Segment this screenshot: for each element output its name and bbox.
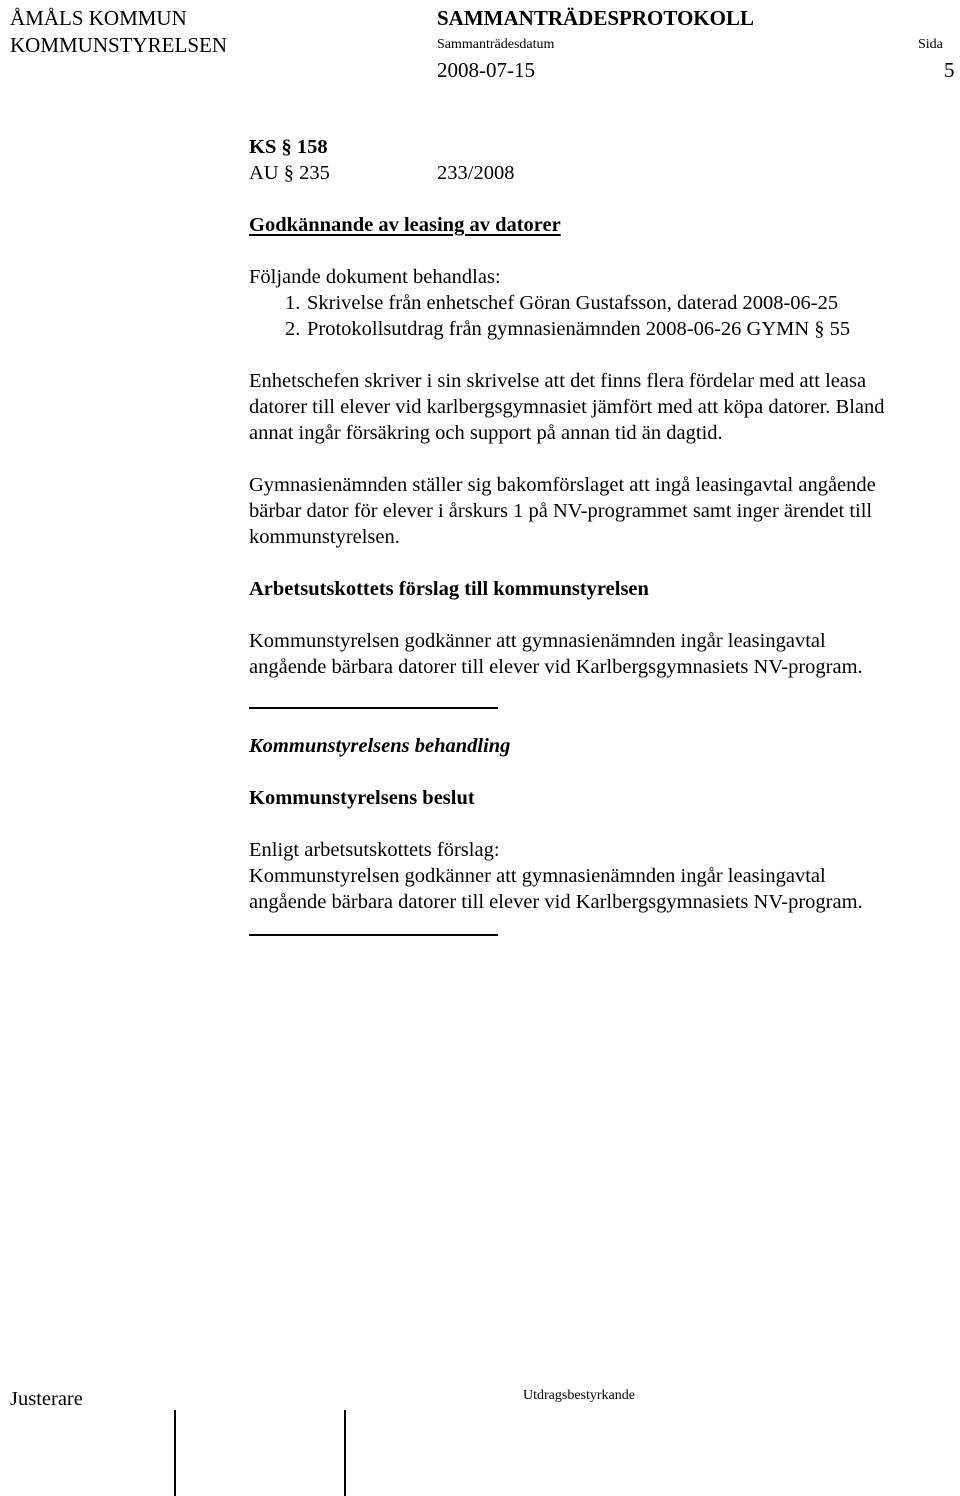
au-proposal-heading: Arbetsutskottets förslag till kommunstyrelsen: [249, 578, 649, 600]
list-item: [285, 316, 850, 342]
ks-handling-heading: Kommunstyrelsens behandling: [249, 735, 511, 757]
ks-decision-line-1: Kommunstyrelsen godkänner att gymnasienämnden ingår leasingavtal: [249, 865, 826, 887]
case-title: Godkännande av leasing av datorer: [249, 214, 561, 236]
utdragsbestyrkande-label: Utdragsbestyrkande: [523, 1388, 635, 1403]
paragraph-2-line-3: kommunstyrelsen.: [249, 526, 400, 548]
date-label: Sammanträdesdatum: [437, 37, 555, 52]
separator-line: [249, 707, 498, 709]
paragraph-1-line-3: annat ingår försäkring och support på annan tid än dagtid.: [249, 422, 723, 444]
list-item-number: 2.: [285, 318, 301, 340]
ks-decision-line-2: angående bärbara datorer till elever vid Karlbergsgymnasiets NV-program.: [249, 891, 863, 913]
page-label: Sida: [918, 37, 943, 52]
paragraph-2-line-2: bärbar dator för elever i årskurs 1 på NV-programmet samt inger ärendet till: [249, 500, 873, 522]
au-proposal-line-2: angående bärbara datorer till elever vid Karlbergsgymnasiets NV-program.: [249, 656, 863, 678]
list-item-text: Protokollsutdrag från gymnasienämnden 2008-06-26 GYMN § 55: [307, 318, 851, 340]
paragraph-2-line-1: Gymnasienämnden ställer sig bakomförslaget att ingå leasingavtal angående: [249, 474, 876, 496]
documents-intro: Följande dokument behandlas:: [249, 266, 501, 288]
paragraph-1-line-2: datorer till elever vid karlbergsgymnasiet jämfört med att köpa datorer. Bland: [249, 396, 885, 418]
au-proposal-line-1: Kommunstyrelsen godkänner att gymnasienämnden ingår leasingavtal: [249, 630, 826, 652]
meeting-date: 2008-07-15: [437, 58, 535, 82]
signature-divider: [174, 1410, 176, 1496]
ks-decision-intro: Enligt arbetsutskottets förslag:: [249, 839, 500, 861]
au-reference: AU § 235: [249, 162, 330, 184]
list-item-number: 1.: [285, 292, 301, 314]
list-item-text: Skrivelse från enhetschef Göran Gustafsson, daterad 2008-06-25: [307, 292, 839, 314]
board-name: KOMMUNSTYRELSEN: [10, 33, 228, 57]
list-item: [285, 290, 838, 316]
justerare-label: Justerare: [10, 1388, 83, 1410]
org-name: ÅMÅLS KOMMUN: [10, 6, 187, 30]
ks-reference: KS § 158: [249, 136, 328, 158]
diary-number: 233/2008: [437, 162, 515, 184]
paragraph-1-line-1: Enhetschefen skriver i sin skrivelse att det finns flera fördelar med att leasa: [249, 370, 867, 392]
page-number: 5: [944, 58, 955, 82]
separator-line: [249, 934, 498, 936]
doc-type: SAMMANTRÄDESPROTOKOLL: [437, 6, 754, 30]
signature-divider: [344, 1410, 346, 1496]
ks-decision-heading: Kommunstyrelsens beslut: [249, 787, 475, 809]
